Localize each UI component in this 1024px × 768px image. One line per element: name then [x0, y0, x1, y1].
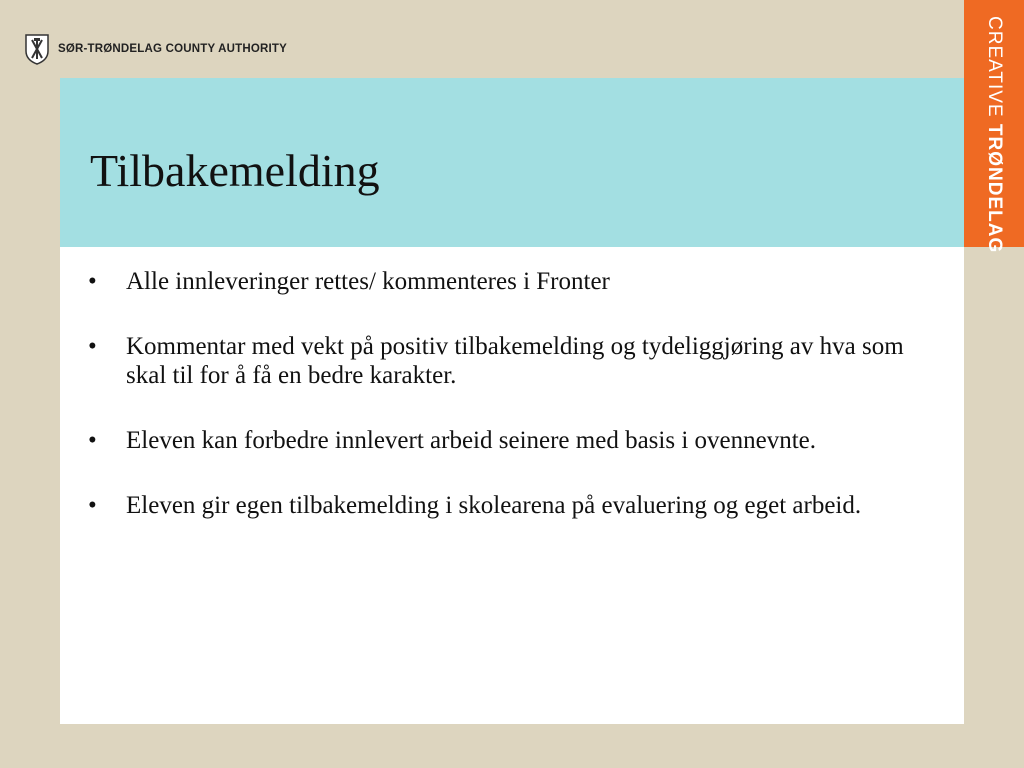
brand-text-bold: TRØNDELAG: [984, 123, 1005, 254]
header-logo: [24, 33, 287, 65]
bullet-dot: •: [88, 427, 97, 454]
bullet-list: [88, 267, 908, 556]
authority-name: SØR-TRØNDELAG COUNTY AUTHORITY: [58, 43, 287, 55]
bullet-text: Alle innleveringer rettes/ kommenteres i Fronter: [126, 268, 610, 295]
crest-icon: [24, 33, 50, 65]
bullet-item: [88, 491, 908, 520]
bullet-dot: •: [88, 333, 97, 360]
slide-title: Tilbakemelding: [90, 145, 380, 196]
bullet-text: Eleven gir egen tilbakemelding i skolearena på evaluering og eget arbeid.: [126, 492, 862, 519]
bullet-text: Kommentar med vekt på positiv tilbakemelding og tydeliggjøring av hva som skal til for å få en bedre karakter.: [126, 333, 904, 389]
bullet-item: [88, 267, 908, 296]
brand-text-light: CREATIVE: [984, 16, 1005, 118]
bullet-text: Eleven kan forbedre innlevert arbeid seinere med basis i ovennevnte.: [126, 427, 817, 454]
bullet-dot: •: [88, 268, 97, 295]
bullet-dot: •: [88, 492, 97, 519]
title-band: [60, 78, 964, 247]
bullet-item: [88, 426, 908, 455]
brand-strip: [964, 0, 1024, 254]
slide-content: [60, 247, 964, 724]
brand-logo-text: [983, 16, 1005, 253]
bullet-item: [88, 332, 908, 390]
